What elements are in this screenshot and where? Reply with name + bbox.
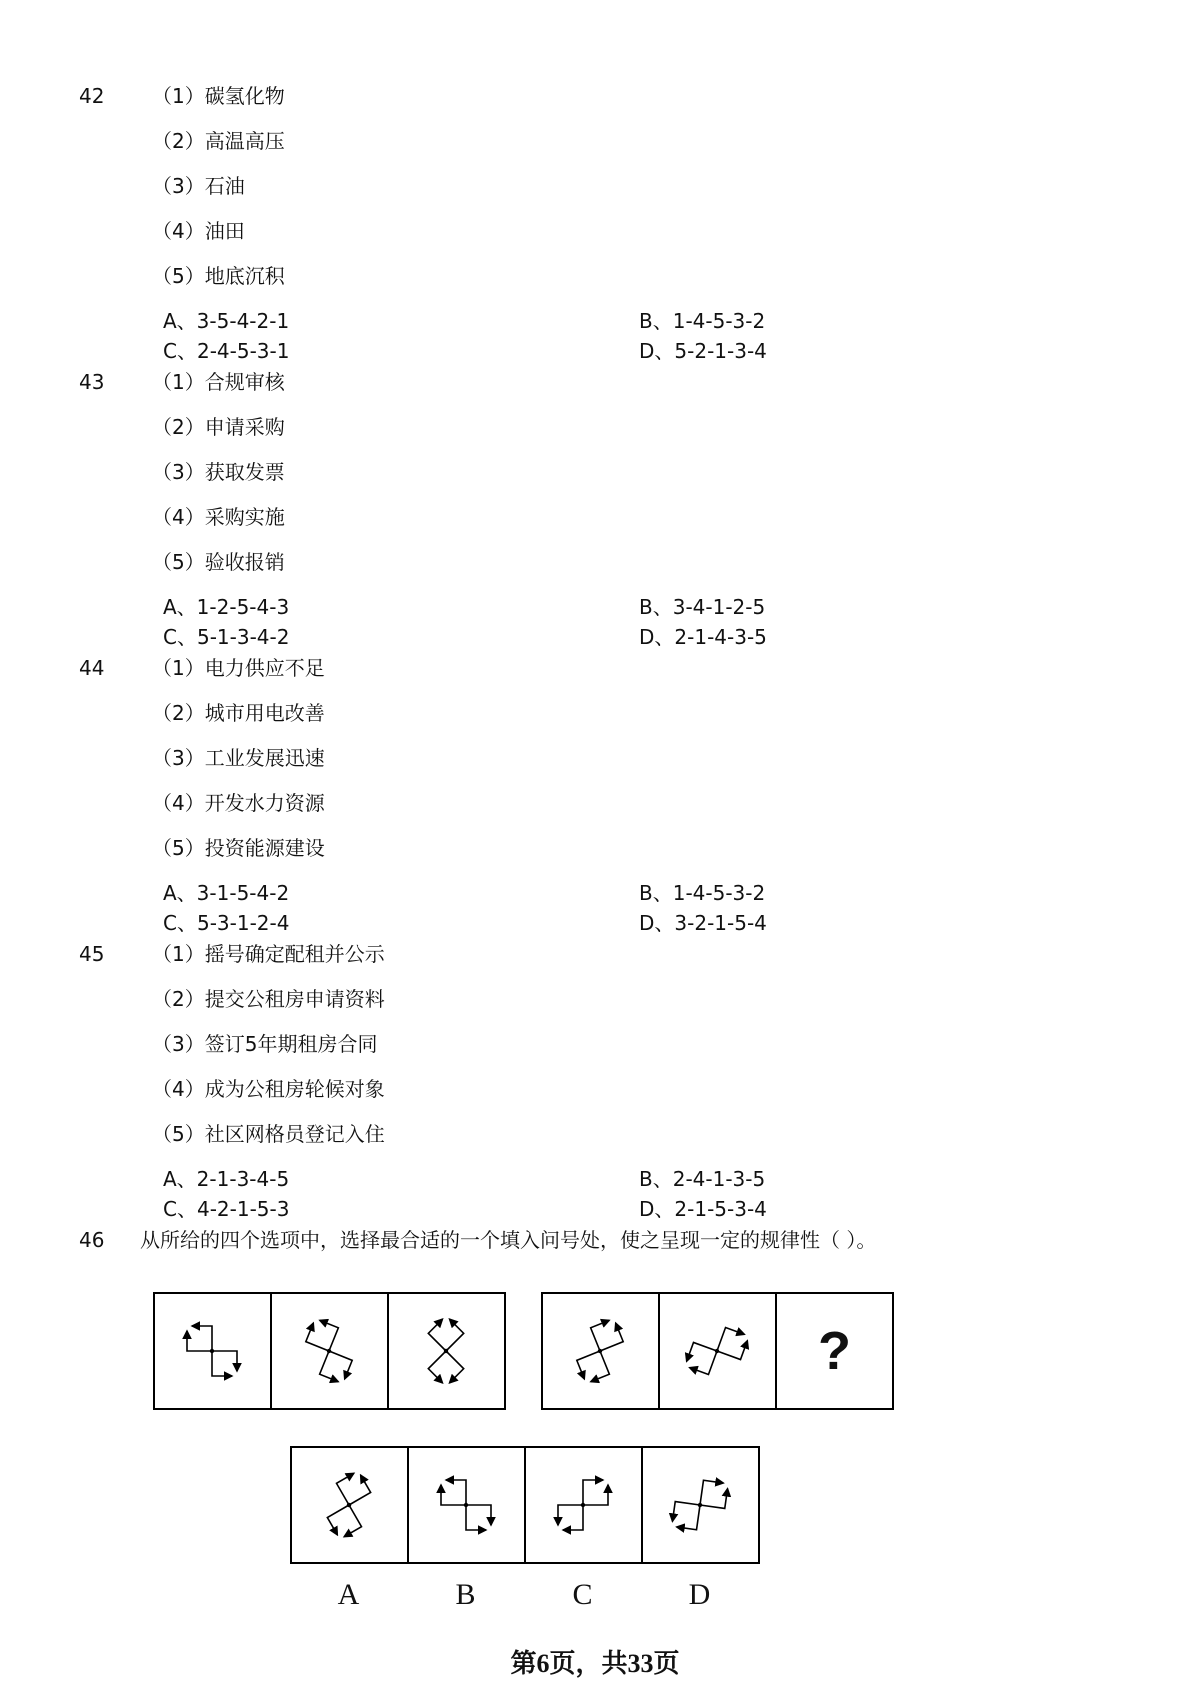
arrow-pinwheel-icon	[155, 1294, 270, 1408]
arrow-pinwheel-icon	[660, 1294, 775, 1408]
option-a[interactable]: A、1-2-5-4-3	[163, 595, 290, 619]
option-b[interactable]: B、3-4-1-2-5	[639, 595, 766, 619]
sequence-item: （1）碳氢化物	[152, 84, 285, 108]
option-d[interactable]: D、3-2-1-5-4	[639, 911, 767, 935]
question-mark: ?	[818, 1321, 851, 1381]
option-b[interactable]: B、1-4-5-3-2	[639, 309, 766, 333]
figure-option-b[interactable]	[407, 1446, 526, 1564]
figure-cell-2	[270, 1292, 389, 1410]
figure-option-a[interactable]	[290, 1446, 409, 1564]
figure-option-d[interactable]	[641, 1446, 760, 1564]
option-letter-a: A	[337, 1578, 360, 1611]
figure-cell-1	[153, 1292, 272, 1410]
question-number: 42	[79, 84, 105, 108]
sequence-item: （2）提交公租房申请资料	[152, 987, 385, 1011]
arrow-pinwheel-icon	[292, 1448, 407, 1562]
figure-question-row	[0, 1292, 1190, 1412]
figure-cell-4	[541, 1292, 660, 1410]
arrow-pinwheel-icon	[272, 1294, 387, 1408]
sequence-item: （1）电力供应不足	[152, 656, 325, 680]
question-number: 44	[79, 656, 105, 680]
sequence-item: （2）申请采购	[152, 415, 285, 439]
option-a[interactable]: A、3-5-4-2-1	[163, 309, 290, 333]
option-letter-b: B	[455, 1578, 476, 1611]
figure-cell-3	[387, 1292, 506, 1410]
figure-cell-5	[658, 1292, 777, 1410]
option-a[interactable]: A、2-1-3-4-5	[163, 1167, 290, 1191]
sequence-item: （3）签订5年期租房合同	[152, 1032, 378, 1056]
option-letter-d: D	[688, 1578, 711, 1611]
sequence-item: （3）工业发展迅速	[152, 746, 325, 770]
sequence-item: （2）城市用电改善	[152, 701, 325, 725]
option-a[interactable]: A、3-1-5-4-2	[163, 881, 290, 905]
sequence-item: （3）获取发票	[152, 460, 285, 484]
sequence-item: （4）油田	[152, 219, 245, 243]
sequence-item: （4）成为公租房轮候对象	[152, 1077, 385, 1101]
question-stem: 从所给的四个选项中，选择最合适的一个填入问号处，使之呈现一定的规律性（ ）。	[140, 1228, 877, 1252]
option-letter-c: C	[572, 1578, 593, 1611]
sequence-item: （1）摇号确定配租并公示	[152, 942, 385, 966]
option-d[interactable]: D、5-2-1-3-4	[639, 339, 767, 363]
sequence-item: （4）开发水力资源	[152, 791, 325, 815]
sequence-item: （4）采购实施	[152, 505, 285, 529]
arrow-pinwheel-icon	[409, 1448, 524, 1562]
option-b[interactable]: B、1-4-5-3-2	[639, 881, 766, 905]
sequence-item: （5）验收报销	[152, 550, 285, 574]
question-number: 46	[79, 1228, 105, 1252]
question-number: 43	[79, 370, 105, 394]
option-c[interactable]: C、2-4-5-3-1	[163, 339, 290, 363]
question-number: 45	[79, 942, 105, 966]
sequence-item: （1）合规审核	[152, 370, 285, 394]
sequence-item: （5）地底沉积	[152, 264, 285, 288]
sequence-item: （3）石油	[152, 174, 245, 198]
arrow-pinwheel-icon	[643, 1448, 758, 1562]
arrow-pinwheel-icon	[389, 1294, 504, 1408]
sequence-item: （2）高温高压	[152, 129, 285, 153]
figure-option-c[interactable]	[524, 1446, 643, 1564]
figure-option-letters	[0, 1578, 1190, 1618]
arrow-pinwheel-icon	[526, 1448, 641, 1562]
figure-options-row	[0, 1446, 1190, 1566]
option-c[interactable]: C、5-1-3-4-2	[163, 625, 290, 649]
option-d[interactable]: D、2-1-5-3-4	[639, 1197, 767, 1221]
option-b[interactable]: B、2-4-1-3-5	[639, 1167, 766, 1191]
sequence-item: （5）社区网格员登记入住	[152, 1122, 385, 1146]
option-c[interactable]: C、5-3-1-2-4	[163, 911, 290, 935]
page-footer: 第6页，共33页	[510, 1649, 680, 1678]
figure-cell-unknown	[775, 1292, 894, 1410]
option-c[interactable]: C、4-2-1-5-3	[163, 1197, 290, 1221]
option-d[interactable]: D、2-1-4-3-5	[639, 625, 767, 649]
sequence-item: （5）投资能源建设	[152, 836, 325, 860]
arrow-pinwheel-icon	[543, 1294, 658, 1408]
